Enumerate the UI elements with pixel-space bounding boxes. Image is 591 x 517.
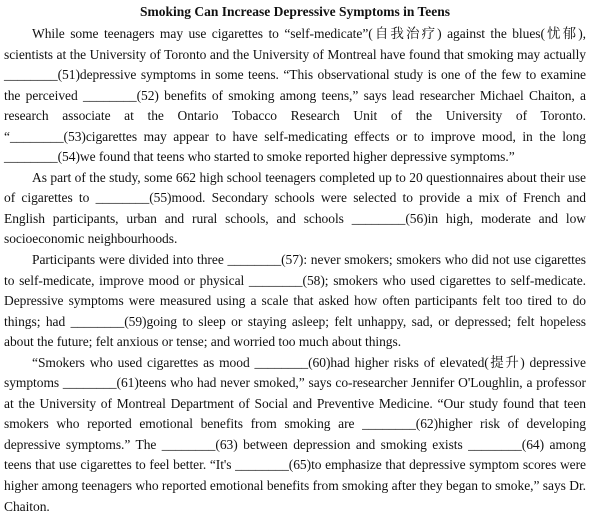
paragraph-1: While some teenagers may use cigarettes to “self-medicate”(自我治疗) against the blues(忧郁), scientists at the University of Toronto and the University of Montreal have found that smoking may actually ________(51)depressive symptoms in some teens. “This observational study is one of the few to examine the perceived ________(52) benefits of smoking among teens,” says lead researcher Michael Chaiton, a research associate at the Ontario Tobacco Research Unit of the University of Toronto. “________(53)cigarettes may appear to have self-medicating effects or to improve mood, in the long ________(54)we found that teens who started to smoke reported higher depressive symptoms.”: [4, 26, 586, 165]
paragraph-3: Participants were divided into three ________(57): never smokers; smokers who did not use cigarettes to self-medicate, improve mood or physical ________(58); smokers who used cigarettes to self-medicate. Depressive symptoms were measured using a scale that asked how often participants felt too tired to do things; had ________(59)going to sleep or staying asleep; felt unhappy, sad, or depressed; felt hopeless about the future; felt anxious or tense; and worried too much about things.: [4, 252, 586, 350]
paragraph-4: “Smokers who used cigarettes as mood ________(60)had higher risks of elevated(提升) depressive symptoms ________(61)teens who had never smoked,” says co-researcher Jennifer O'Loughlin, a professor at the University of Montreal Department of Social and Preventive Medicine. “Our study found that teen smokers who reported emotional benefits from smoking are ________(62)higher risk of developing depressive symptoms.” The ________(63) between depression and smoking exists ________(64) among teens that use cigarettes to feel better. “It's ________(65)to emphasize that depressive symptom scores were higher among teenagers who reported emotional benefits from smoking after they began to smoke,” says Dr. Chaiton.: [4, 354, 586, 514]
paragraph-2: As part of the study, some 662 high school teenagers completed up to 20 questionnaires about their use of cigarettes to ________(55)mood. Secondary schools were selected to provide a mix of French and English participants, urban and rural schools, and schools ________(56)in high, moderate and low socioeconomic neighbourhoods.: [4, 169, 586, 247]
article-body: [4, 24, 586, 517]
article-title: Smoking Can Increase Depressive Symptoms in Teens: [139, 4, 451, 19]
